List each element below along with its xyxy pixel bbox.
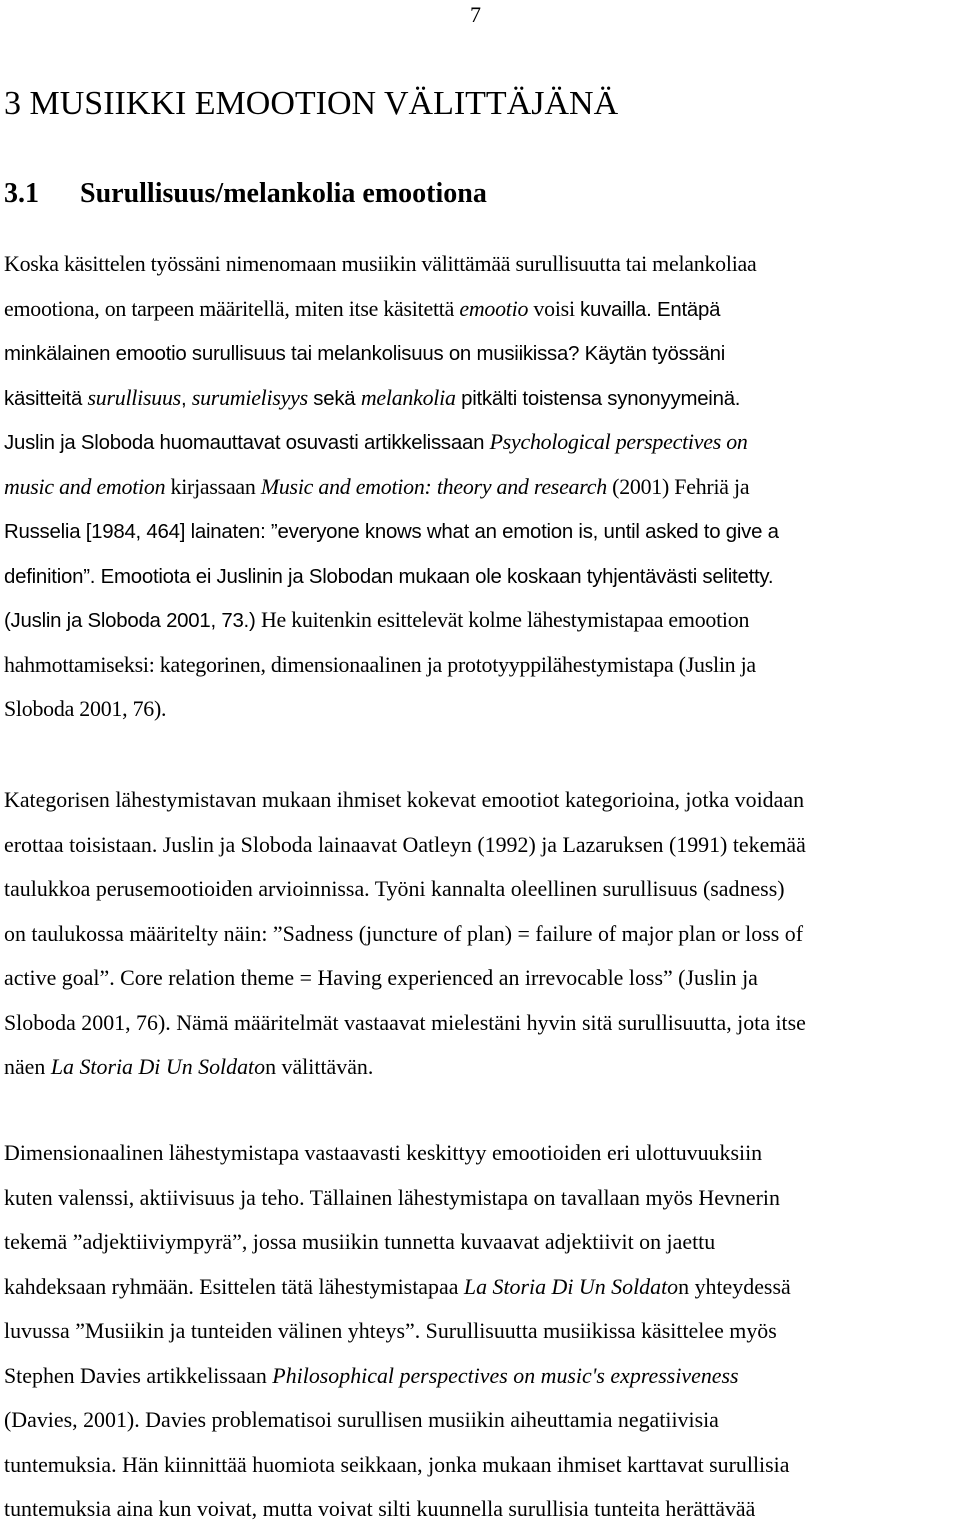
text-run: Dimensionaalinen lähestymistapa vastaavasti keskittyy emootioiden eri ulottuvuuksiin <box>4 1140 763 1165</box>
text-run: kuten valenssi, aktiivisuus ja teho. Tällainen lähestymistapa on tavallaan myös Hevnerin <box>4 1184 780 1210</box>
italic-text: emootio <box>459 295 529 321</box>
text-line <box>4 1001 956 1046</box>
italic-text: Psychological perspectives on <box>489 429 748 454</box>
text-run: Sloboda 2001, 76). <box>4 696 167 721</box>
text-run: Koska käsittelen työssäni nimenomaan musiikin välittämää surullisuutta tai melankoliaa <box>4 251 757 276</box>
text-run: Sloboda 2001, 76). Nämä määritelmät vastaavat mielestäni hyvin sitä surullisuutta, jota itse <box>4 1009 806 1035</box>
text-run: taulukkoa perusemootioiden arvioinnissa. Työni kannalta oleellinen surullisuus (sadness) <box>4 876 785 901</box>
text-line <box>4 242 956 287</box>
paragraph-dimensional-approach <box>4 1131 960 1532</box>
italic-text: surullisuus <box>87 384 181 410</box>
text-run: käsitteitä <box>4 386 88 410</box>
text-line <box>4 331 956 376</box>
text-line <box>4 643 956 688</box>
text-run: n välittävän. <box>265 1054 374 1079</box>
text-run: erottaa toisistaan. Juslin ja Sloboda lainaavat Oatleyn (1992) ja Lazaruksen (1991) tekemää <box>4 831 806 857</box>
italic-text: melankolia <box>360 384 456 410</box>
text-run: (Juslin ja Sloboda 2001, 73.) <box>4 609 261 632</box>
text-line <box>4 1220 956 1265</box>
text-line <box>4 554 956 599</box>
paragraph-emotion-definition <box>4 242 960 732</box>
text-line <box>4 956 956 1001</box>
text-run: hahmottamiseksi: kategorinen, dimensionaalinen ja prototyyppilähestymistapa (Juslin ja <box>4 651 756 677</box>
section-number: 3.1 <box>4 178 39 209</box>
paragraph-categorical-approach <box>4 778 960 1090</box>
text-line <box>4 1309 956 1354</box>
text-run: on taulukossa määritelty näin: ”Sadness (juncture of plan) = failure of major plan or loss of <box>4 920 804 946</box>
text-run: kahdeksaan ryhmään. Esittelen tätä lähestymistapaa <box>4 1273 464 1299</box>
text-run: Russelia [1984, 464] lainaten: ”everyone knows what an emotion is, until asked to give a <box>4 520 779 543</box>
text-run: pitkälti toistensa synonyymeinä. <box>455 386 741 410</box>
text-run: tekemä ”adjektiiviympyrä”, jossa musiikin tunnetta kuvaavat adjektiivit on jaettu <box>4 1229 716 1254</box>
text-line <box>4 509 956 554</box>
text-run: näen <box>4 1054 51 1079</box>
text-line <box>4 867 956 912</box>
text-line <box>4 912 956 957</box>
text-line <box>4 778 956 823</box>
text-line <box>4 1487 956 1532</box>
italic-text: Philosophical perspectives on music's expressiveness <box>272 1362 739 1388</box>
text-run: tuntemuksia aina kun voivat, mutta voivat silti kuunnella surullisia tunteita herättävää <box>4 1496 756 1521</box>
chapter-title: 3 MUSIIKKI EMOOTION VÄLITTÄJÄNÄ <box>4 85 619 122</box>
text-run: tuntemuksia. Hän kiinnittää huomiota seikkaan, jonka mukaan ihmiset karttavat surullisia <box>4 1451 790 1477</box>
text-run: Juslin ja Sloboda huomauttavat osuvasti artikkelissaan <box>4 431 490 454</box>
text-run: kirjassaan <box>165 473 261 499</box>
text-run: Stephen Davies artikkelissaan <box>4 1362 273 1388</box>
text-line <box>4 465 956 510</box>
text-line <box>4 1045 956 1090</box>
text-run: emootiona, on tarpeen määritellä, miten itse käsitettä <box>4 295 460 321</box>
text-run: minkälainen emootio surullisuus tai melankolisuus on musiikissa? Käytän työssäni <box>4 342 726 365</box>
text-line <box>4 1131 956 1176</box>
text-run: definition”. Emootiota ei Juslinin ja Slobodan mukaan ole koskaan tyhjentävästi selitetty. <box>4 564 774 588</box>
text-run: active goal”. Core relation theme = Having experienced an irrevocable loss” (Juslin ja <box>4 965 758 990</box>
text-run: sekä <box>307 386 361 410</box>
text-line <box>4 376 956 421</box>
text-run: (2001) Fehriä ja <box>606 473 750 499</box>
italic-text: music and emotion <box>4 473 166 499</box>
text-line <box>4 1176 956 1221</box>
text-run: voisi <box>528 295 581 321</box>
text-run: (Davies, 2001). Davies problematisoi surullisen musiikin aiheuttamia negatiivisia <box>4 1407 719 1432</box>
text-line <box>4 598 956 643</box>
page-number: 7 <box>470 2 481 27</box>
text-run: , <box>180 386 192 410</box>
text-run: He kuitenkin esittelevät kolme lähestymistapaa emootion <box>260 607 750 632</box>
italic-text: La Storia Di Un Soldato <box>50 1054 266 1079</box>
text-line <box>4 1398 956 1443</box>
text-run: n yhteydessä <box>678 1273 791 1299</box>
italic-text: La Storia Di Un Soldato <box>463 1273 679 1299</box>
text-line <box>4 823 956 868</box>
text-line <box>4 1443 956 1488</box>
text-line <box>4 420 956 465</box>
text-run: Kategorisen lähestymistavan mukaan ihmiset kokevat emootiot kategorioina, jotka voidaan <box>4 787 805 812</box>
text-line <box>4 287 956 332</box>
text-run: luvussa ”Musiikin ja tunteiden välinen yhteys”. Surullisuutta musiikissa käsittelee myös <box>4 1318 777 1343</box>
text-line <box>4 1354 956 1399</box>
italic-text: Music and emotion: theory and research <box>260 473 607 499</box>
section-title: Surullisuus/melankolia emootiona <box>80 178 487 209</box>
italic-text: surumielisyys <box>191 384 308 410</box>
text-line <box>4 1265 956 1310</box>
section-heading <box>4 174 487 214</box>
text-line <box>4 687 956 732</box>
text-run: kuvailla. Entäpä <box>580 297 721 321</box>
